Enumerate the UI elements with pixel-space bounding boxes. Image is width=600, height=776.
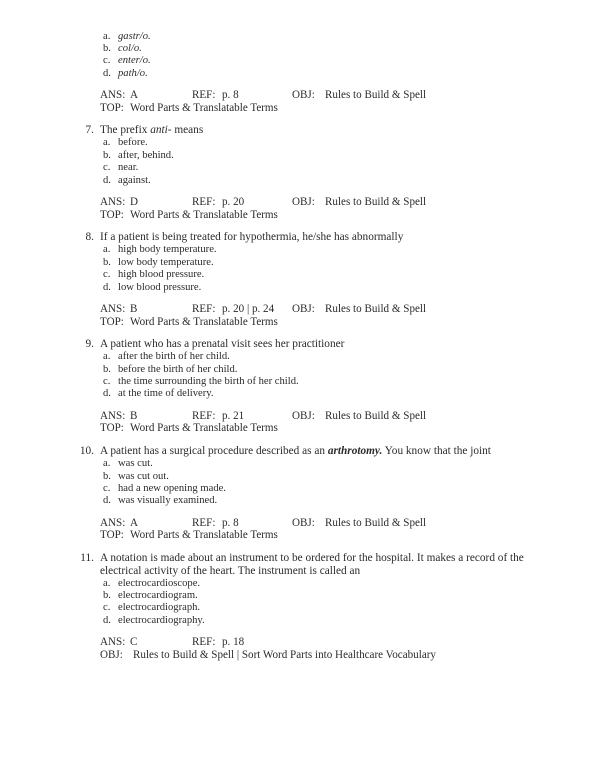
- option-letter: d.: [103, 495, 111, 507]
- obj-value: Rules to Build & Spell: [325, 196, 427, 209]
- ans-value: D: [130, 196, 139, 209]
- ref-label: REF:: [192, 516, 216, 529]
- question-block: [72, 338, 528, 435]
- ans-value: B: [130, 302, 138, 315]
- option-row[interactable]: [103, 351, 528, 363]
- answer-metadata: [72, 303, 528, 328]
- option-row[interactable]: [103, 257, 528, 269]
- option-text: was cut.: [118, 458, 153, 470]
- option-letter: a.: [103, 458, 111, 470]
- obj-label: OBJ:: [100, 648, 123, 661]
- answer-metadata: [72, 410, 528, 435]
- question-text-run: The prefix: [100, 124, 151, 137]
- option-letter: c.: [103, 162, 111, 174]
- option-list: [72, 244, 528, 294]
- option-letter: d.: [103, 388, 111, 400]
- option-row[interactable]: [103, 590, 528, 602]
- top-value: Word Parts & Translatable Terms: [130, 529, 278, 542]
- option-text: had a new opening made.: [118, 482, 226, 494]
- top-label: TOP:: [100, 208, 124, 221]
- question-text-run: A notation is made about an instrument to be ordered for the hospital. It makes a record of the electrical activity of the heart. The instrument is called an: [100, 551, 524, 577]
- option-letter: c.: [103, 602, 111, 614]
- ans-value: A: [130, 89, 139, 102]
- question-stem: [72, 338, 528, 351]
- option-row[interactable]: [103, 458, 528, 470]
- option-text: at the time of delivery.: [118, 388, 214, 400]
- obj-row: [100, 649, 528, 662]
- option-row[interactable]: [103, 364, 528, 376]
- top-value: Word Parts & Translatable Terms: [130, 315, 278, 328]
- obj-value: Rules to Build & Spell: [325, 89, 427, 102]
- option-letter: b.: [103, 149, 111, 161]
- question-text: [100, 338, 528, 351]
- top-row: [100, 529, 528, 542]
- option-row[interactable]: [103, 602, 528, 614]
- option-text: before the birth of her child.: [118, 363, 238, 375]
- question-text-run: A patient has a surgical procedure described as an: [100, 445, 328, 458]
- ref-label: REF:: [192, 409, 216, 422]
- option-letter: d.: [103, 67, 111, 79]
- question-stem: [72, 445, 528, 458]
- question-number: 10.: [79, 445, 94, 458]
- question-stem: [72, 124, 528, 137]
- question-text-run: You know that the joint: [382, 445, 491, 458]
- option-letter: d.: [103, 614, 111, 626]
- obj-label: OBJ:: [292, 302, 315, 315]
- top-value: Word Parts & Translatable Terms: [130, 422, 278, 435]
- option-text: path/o.: [118, 67, 148, 79]
- answer-row: [100, 517, 528, 530]
- top-label: TOP:: [100, 101, 124, 114]
- obj-value: Rules to Build & Spell: [325, 516, 427, 529]
- option-letter: b.: [103, 256, 111, 268]
- question-block: [72, 231, 528, 328]
- option-row[interactable]: [103, 55, 528, 67]
- option-letter: c.: [103, 376, 111, 388]
- question-block: [72, 445, 528, 542]
- top-label: TOP:: [100, 315, 124, 328]
- top-row: [100, 316, 528, 329]
- answer-row: [100, 89, 528, 102]
- option-letter: c.: [103, 482, 111, 494]
- obj-label: OBJ:: [292, 516, 315, 529]
- ref-label: REF:: [192, 636, 216, 649]
- ref-value: p. 8: [222, 516, 239, 529]
- option-letter: b.: [103, 470, 111, 482]
- top-label: TOP:: [100, 529, 124, 542]
- option-row[interactable]: [103, 471, 528, 483]
- option-letter: d.: [103, 174, 111, 186]
- obj-label: OBJ:: [292, 196, 315, 209]
- answer-metadata: [72, 517, 528, 542]
- obj-label: OBJ:: [292, 409, 315, 422]
- option-list: [72, 31, 528, 81]
- option-text: was visually examined.: [118, 495, 218, 507]
- ref-value: p. 20: [222, 196, 245, 209]
- option-text: gastr/o.: [118, 30, 151, 42]
- answer-row: [100, 410, 528, 423]
- ans-label: ANS:: [100, 196, 126, 209]
- option-row[interactable]: [103, 162, 528, 174]
- option-row[interactable]: [103, 483, 528, 495]
- question-block: [72, 552, 528, 662]
- obj-value: Rules to Build & Spell: [325, 302, 427, 315]
- option-row[interactable]: [103, 244, 528, 256]
- option-letter: b.: [103, 590, 111, 602]
- option-text: after, behind.: [118, 149, 174, 161]
- ans-value: B: [130, 409, 138, 422]
- obj-value: Rules to Build & Spell | Sort Word Parts into Healthcare Vocabulary: [133, 648, 436, 661]
- question-block: [72, 124, 528, 221]
- option-text: near.: [118, 162, 139, 174]
- ans-label: ANS:: [100, 89, 126, 102]
- ref-value: p. 21: [222, 409, 245, 422]
- question-text-run: A patient who has a prenatal visit sees her practitioner: [100, 338, 345, 351]
- option-list: [72, 351, 528, 401]
- option-row[interactable]: [103, 150, 528, 162]
- option-text: low blood pressure.: [118, 281, 202, 293]
- question-text-run: anti-: [150, 124, 172, 137]
- option-letter: a.: [103, 244, 111, 256]
- option-text: high body temperature.: [118, 244, 217, 256]
- option-row[interactable]: [103, 175, 528, 187]
- option-letter: c.: [103, 269, 111, 281]
- ans-label: ANS:: [100, 409, 126, 422]
- answer-row: [100, 636, 528, 649]
- question-number: 11.: [80, 551, 94, 564]
- option-text: against.: [118, 174, 151, 186]
- answer-row: [100, 196, 528, 209]
- option-letter: a.: [103, 137, 111, 149]
- ref-value: p. 20 | p. 24: [222, 302, 275, 315]
- option-row[interactable]: [103, 578, 528, 590]
- option-letter: a.: [103, 351, 111, 363]
- option-text: electrocardiogram.: [118, 590, 198, 602]
- option-letter: a.: [103, 577, 111, 589]
- ans-label: ANS:: [100, 302, 126, 315]
- question-text: [100, 445, 528, 458]
- option-letter: b.: [103, 42, 111, 54]
- option-row[interactable]: [103, 388, 528, 400]
- question-text-run: If a patient is being treated for hypothermia, he/she has abnormally: [100, 231, 404, 244]
- ans-label: ANS:: [100, 636, 126, 649]
- top-value: Word Parts & Translatable Terms: [130, 208, 278, 221]
- option-text: electrocardiography.: [118, 614, 205, 626]
- question-number: 8.: [85, 231, 94, 244]
- option-row[interactable]: [103, 376, 528, 388]
- question-text-run: means: [171, 124, 204, 137]
- option-letter: a.: [103, 30, 111, 42]
- answer-row: [100, 303, 528, 316]
- top-row: [100, 422, 528, 435]
- option-row[interactable]: [103, 68, 528, 80]
- question-text: [100, 231, 528, 244]
- option-list: [72, 458, 528, 508]
- option-text: was cut out.: [118, 470, 169, 482]
- top-row: [100, 102, 528, 115]
- option-text: the time surrounding the birth of her child.: [118, 376, 299, 388]
- ref-label: REF:: [192, 89, 216, 102]
- top-value: Word Parts & Translatable Terms: [130, 101, 278, 114]
- option-text: before.: [118, 137, 148, 149]
- ref-value: p. 18: [222, 636, 245, 649]
- top-label: TOP:: [100, 422, 124, 435]
- obj-label: OBJ:: [292, 89, 315, 102]
- question-number: 7.: [85, 124, 94, 137]
- option-list: [72, 137, 528, 187]
- option-text: col/o.: [118, 42, 142, 54]
- question-stem: [72, 231, 528, 244]
- option-row[interactable]: [103, 269, 528, 281]
- option-text: after the birth of her child.: [118, 351, 230, 363]
- question-stem: [72, 552, 528, 577]
- ans-value: A: [130, 516, 139, 529]
- ref-label: REF:: [192, 302, 216, 315]
- option-text: electrocardioscope.: [118, 577, 201, 589]
- option-letter: d.: [103, 281, 111, 293]
- answer-metadata: [72, 196, 528, 221]
- option-text: enter/o.: [118, 55, 151, 67]
- option-row[interactable]: [103, 495, 528, 507]
- ans-label: ANS:: [100, 516, 126, 529]
- question-number: 9.: [85, 338, 94, 351]
- ref-label: REF:: [192, 196, 216, 209]
- option-row[interactable]: [103, 615, 528, 627]
- top-row: [100, 209, 528, 222]
- question-text: [100, 552, 528, 577]
- ans-value: C: [130, 636, 138, 649]
- option-row[interactable]: [103, 282, 528, 294]
- option-list: [72, 578, 528, 628]
- option-row[interactable]: [103, 137, 528, 149]
- option-text: electrocardiograph.: [118, 602, 201, 614]
- question-text: [100, 124, 528, 137]
- obj-value: Rules to Build & Spell: [325, 409, 427, 422]
- option-row[interactable]: [103, 43, 528, 55]
- question-block: [72, 31, 528, 115]
- option-letter: c.: [103, 55, 111, 67]
- ref-value: p. 8: [222, 89, 239, 102]
- option-letter: b.: [103, 363, 111, 375]
- option-row[interactable]: [103, 31, 528, 43]
- answer-metadata: [72, 89, 528, 114]
- option-text: low body temperature.: [118, 256, 214, 268]
- option-text: high blood pressure.: [118, 269, 205, 281]
- question-text-run: arthrotomy.: [327, 445, 383, 458]
- answer-metadata: [72, 636, 528, 661]
- question-list: [72, 30, 528, 671]
